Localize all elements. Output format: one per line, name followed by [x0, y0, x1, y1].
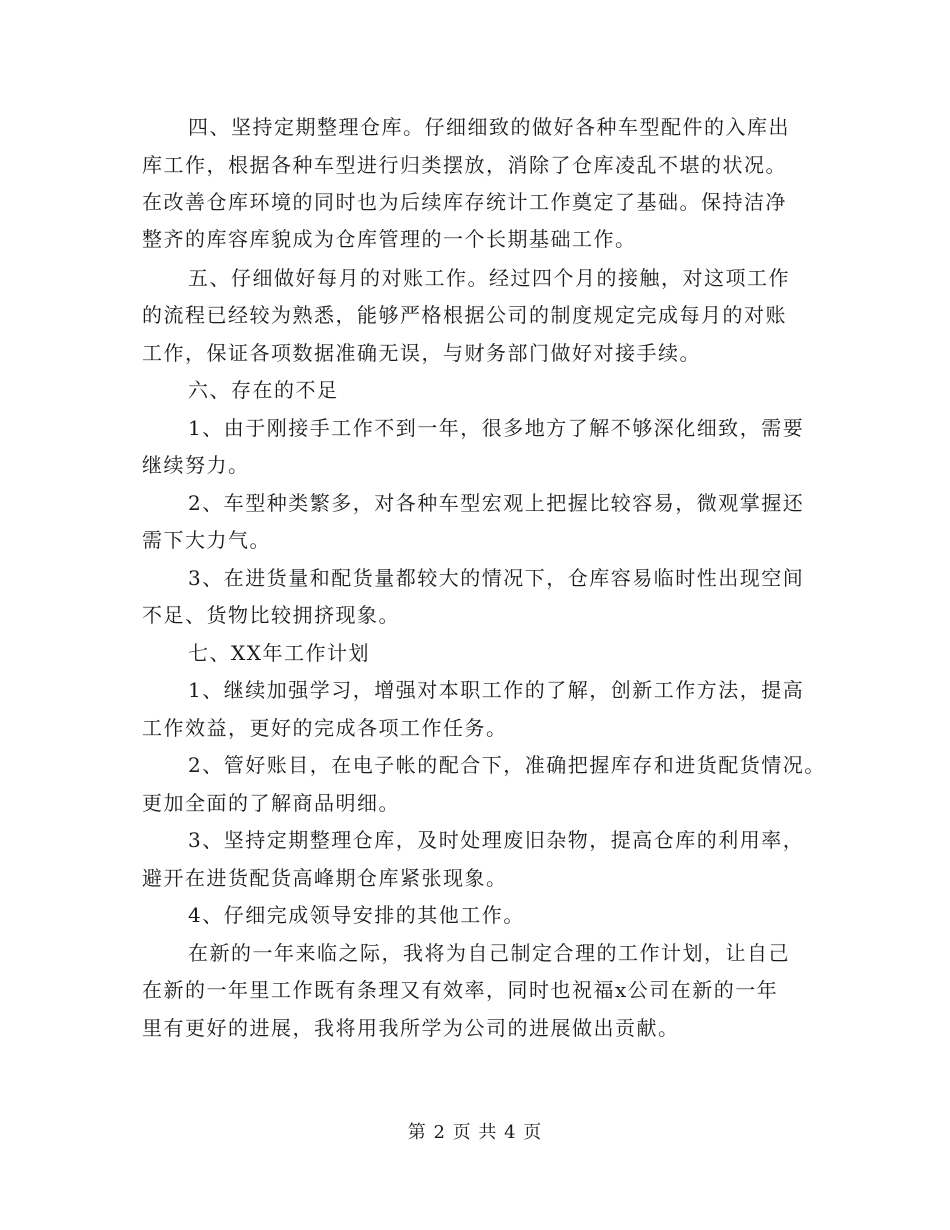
paragraph-line: 4、仔细完成领导安排的其他工作。: [188, 903, 525, 927]
paragraph-line: 2、管好账目，在电子帐的配合下，准确把握库存和进货配货情况。: [188, 753, 826, 777]
paragraph-line: 1、由于刚接手工作不到一年，很多地方了解不够深化细致，需要: [188, 416, 805, 440]
paragraph-line: 在新的一年里工作既有条理又有效率，同时也祝福x公司在新的一年: [142, 978, 779, 1002]
paragraph-line: 不足、货物比较拥挤现象。: [142, 603, 400, 627]
paragraph-line: 库工作，根据各种车型进行归类摆放，消除了仓库凌乱不堪的状况。: [142, 153, 787, 177]
paragraph-line: 整齐的库容库貌成为仓库管理的一个长期基础工作。: [142, 227, 637, 251]
section-heading: 六、存在的不足: [188, 378, 339, 402]
page-number-footer: 第 2 页 共 4 页: [407, 1122, 543, 1143]
paragraph-line: 工作效益，更好的完成各项工作任务。: [142, 716, 508, 740]
paragraph-line: 需下大力气。: [142, 528, 271, 552]
paragraph-line: 避开在进货配货高峰期仓库紧张现象。: [142, 866, 508, 890]
paragraph-line: 继续努力。: [142, 453, 250, 477]
paragraph-line: 1、继续加强学习，增强对本职工作的了解，创新工作方法，提高: [188, 678, 805, 702]
section-heading: 七、XX年工作计划: [188, 641, 370, 665]
paragraph-line: 在新的一年来临之际，我将为自己制定合理的工作计划，让自己: [188, 941, 790, 965]
paragraph-line: 里有更好的进展，我将用我所学为公司的进展做出贡献。: [142, 1016, 680, 1040]
paragraph-line: 的流程已经较为熟悉，能够严格根据公司的制度规定完成每月的对账: [142, 303, 787, 327]
paragraph-line: 2、车型种类繁多，对各种车型宏观上把握比较容易，微观掌握还: [188, 491, 805, 515]
paragraph-line: 在改善仓库环境的同时也为后续库存统计工作奠定了基础。保持洁净: [142, 190, 787, 214]
paragraph-line: 工作，保证各项数据准确无误，与财务部门做好对接手续。: [142, 341, 701, 365]
paragraph-line: 四、坚持定期整理仓库。仔细细致的做好各种车型配件的入库出: [188, 115, 790, 139]
paragraph-line: 更加全面的了解商品明细。: [142, 791, 400, 815]
paragraph-line: 五、仔细做好每月的对账工作。经过四个月的接触，对这项工作: [188, 266, 790, 290]
paragraph-line: 3、坚持定期整理仓库，及时处理废旧杂物，提高仓库的利用率，: [188, 828, 805, 852]
paragraph-line: 3、在进货量和配货量都较大的情况下，仓库容易临时性出现空间: [188, 566, 805, 590]
